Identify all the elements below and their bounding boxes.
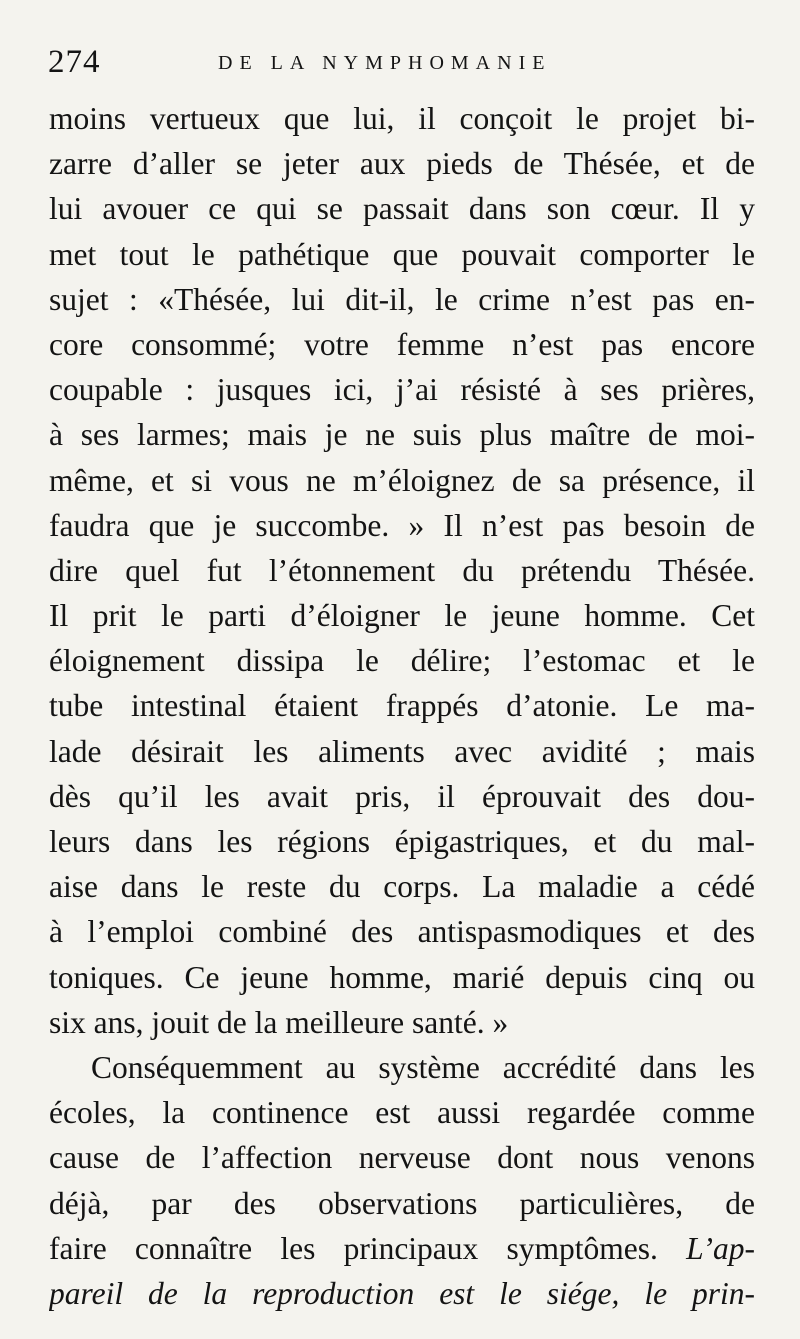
page-number: 274 [48,44,101,80]
page-header [48,38,758,88]
text-line: core consommé; votre femme n’est pas encore [49,326,755,362]
text-line [49,1226,755,1271]
italic-text-line: pareil de la reproduction est le siége, le prin- [49,1275,755,1311]
text-line: aise dans le reste du corps. La maladie a cédé [49,869,755,905]
text-line: cause de l’affection nerveuse dont nous venons [49,1140,755,1176]
text-line: écoles, la continence est aussi regardée comme [49,1095,755,1131]
text-line: moins vertueux que lui, il conçoit le projet bi- [49,101,755,136]
body-text [49,96,755,1316]
text-line: Il prit le parti d’éloigner le jeune homme. Cet [49,598,755,634]
text-line: sujet : «Thésée, lui dit-il, le crime n’est pas en- [49,281,755,317]
text-line: éloignement dissipa le délire; l’estomac et le [49,643,755,679]
text-line: zarre d’aller se jeter aux pieds de Thésée, et de [49,146,755,182]
text-line: tube intestinal étaient frappés d’atonie. Le ma- [49,688,755,724]
text-line: faudra que je succombe. » Il n’est pas besoin de [49,507,755,543]
text-line: toniques. Ce jeune homme, marié depuis cinq ou [49,959,755,995]
text-line: à l’emploi combiné des antispasmodiques et des [49,914,755,950]
running-title: DE LA NYMPHOMANIE [218,52,552,74]
text-line-roman: faire connaître les principaux symptômes. [49,1230,658,1266]
text-line: dès qu’il les avait pris, il éprouvait des dou- [49,778,755,814]
text-line: coupable : jusques ici, j’ai résisté à ses prières, [49,372,755,408]
text-line: lade désirait les aliments avec avidité ; mais [49,733,755,769]
text-line: met tout le pathétique que pouvait comporter le [49,236,755,272]
text-line: dire quel fut l’étonnement du prétendu Thésée. [49,552,755,588]
text-line: lui avouer ce qui se passait dans son cœur. Il y [49,191,755,227]
text-line: six ans, jouit de la meilleure santé. » [49,1004,509,1040]
text-line: leurs dans les régions épigastriques, et du mal- [49,824,755,859]
text-line: à ses larmes; mais je ne suis plus maître de moi- [49,417,755,453]
text-line-italic: L’ap- [686,1230,755,1266]
text-line: déjà, par des observations particulières, de [49,1185,755,1221]
text-line: même, et si vous ne m’éloignez de sa présence, il [49,462,755,498]
paragraph-start-line: Conséquemment au système accrédité dans les [91,1049,755,1085]
